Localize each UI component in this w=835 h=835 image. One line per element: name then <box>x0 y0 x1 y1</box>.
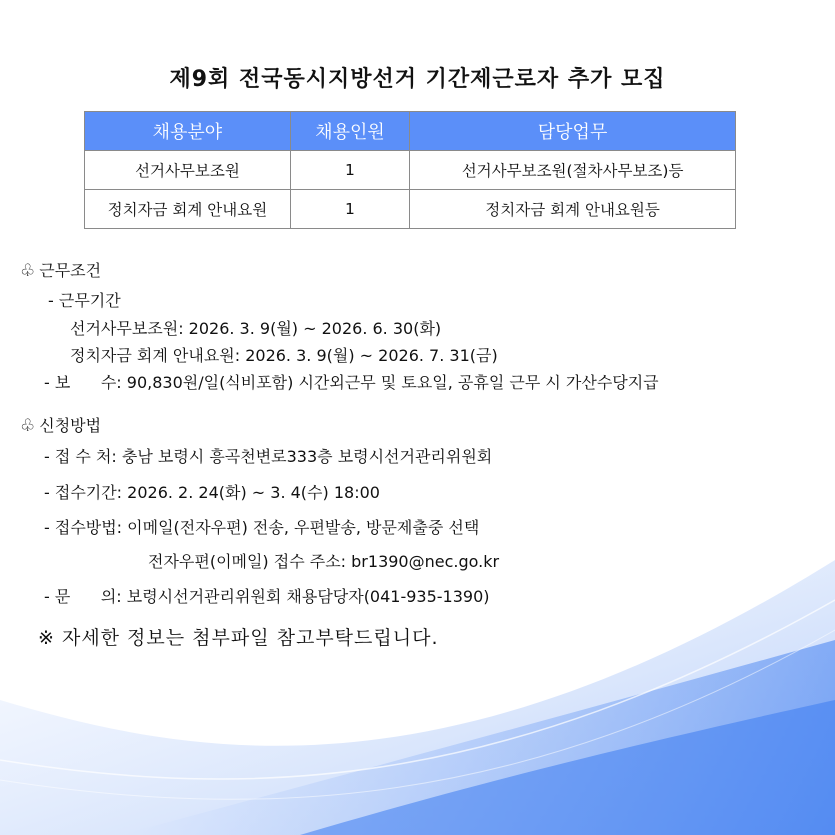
application-heading: ♧ 신청방법 <box>20 416 102 436</box>
table-row <box>85 151 736 190</box>
application-place: - 접 수 처: 충남 보령시 흥곡천변로333층 보령시선거관리위원회 <box>44 447 493 466</box>
table-header-row <box>85 112 736 151</box>
column-header: 채용분야 <box>85 112 291 151</box>
notice-text: ※ 자세한 정보는 첨부파일 참고부탁드립니다. <box>38 627 439 649</box>
application-email: 전자우편(이메일) 접수 주소: br1390@nec.go.kr <box>148 552 500 571</box>
work-conditions-heading: ♧ 근무조건 <box>20 261 102 281</box>
pay-line: - 보 수: 90,830원/일(식비포함) 시간외근무 및 토요일, 공휴일 근무 시 가산수당지급 <box>44 373 659 392</box>
work-period-label: - 근무기간 <box>48 291 121 310</box>
table-cell: 1 <box>290 190 409 229</box>
club-icon: ♧ <box>20 261 36 281</box>
table-cell: 선거사무보조원(절차사무보조)등 <box>410 151 736 190</box>
recruitment-table <box>84 111 736 229</box>
application-method: - 접수방법: 이메일(전자우편) 전송, 우편발송, 방문제출중 선택 <box>44 518 480 537</box>
inquiry-line: - 문 의: 보령시선거관리위원회 채용담당자(041-935-1390) <box>44 587 490 606</box>
work-period-line: 선거사무보조원: 2026. 3. 9(월) ~ 2026. 6. 30(화) <box>70 319 442 338</box>
table-cell: 정치자금 회계 안내요원등 <box>410 190 736 229</box>
work-period-line: 정치자금 회계 안내요원: 2026. 3. 9(월) ~ 2026. 7. 31(금) <box>70 346 498 365</box>
table-row <box>85 190 736 229</box>
column-header: 담당업무 <box>410 112 736 151</box>
table-cell: 선거사무보조원 <box>85 151 291 190</box>
table-cell: 1 <box>290 151 409 190</box>
application-period: - 접수기간: 2026. 2. 24(화) ~ 3. 4(수) 18:00 <box>44 483 380 502</box>
table-cell: 정치자금 회계 안내요원 <box>85 190 291 229</box>
column-header: 채용인원 <box>290 112 409 151</box>
page-title: 제9회 전국동시지방선거 기간제근로자 추가 모집 <box>169 67 666 92</box>
club-icon: ♧ <box>20 416 36 436</box>
